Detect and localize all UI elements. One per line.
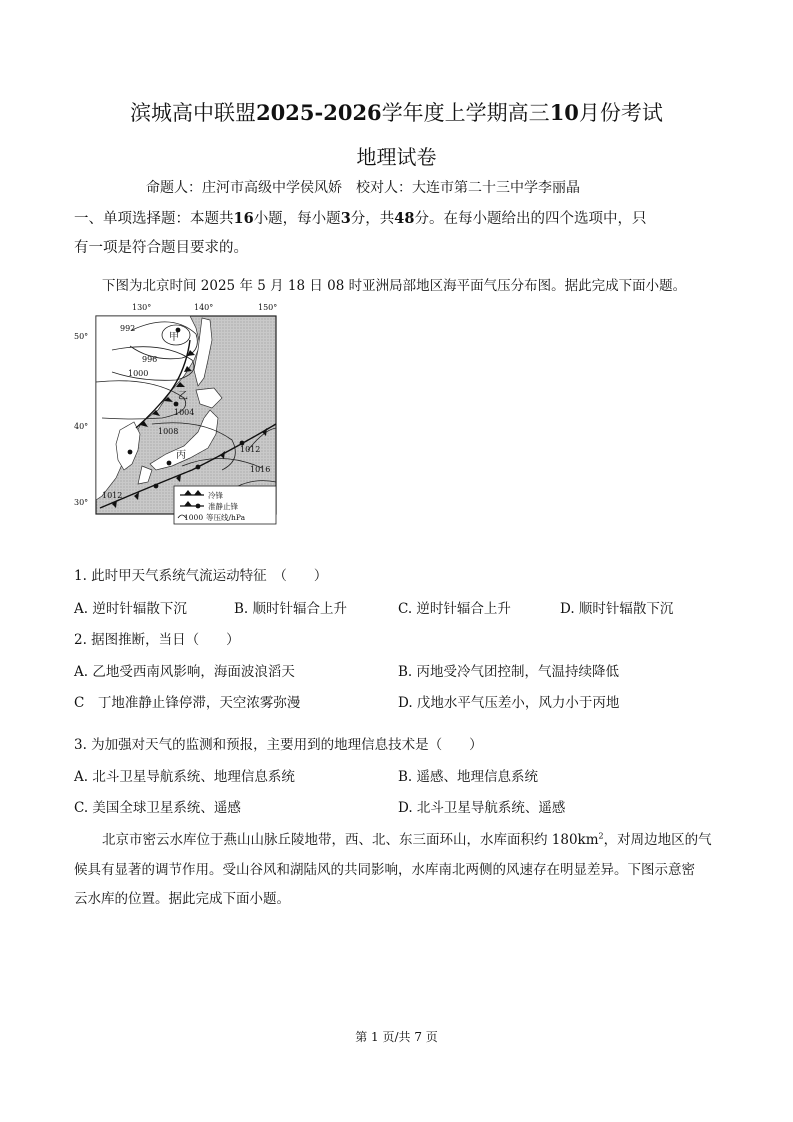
lat-label: 40° — [74, 422, 89, 431]
legend-stationary-front: 准静止锋 — [208, 502, 238, 511]
title-year: 2025-2026 — [256, 100, 382, 125]
isobar-label: 1012 — [102, 491, 123, 500]
isobar-label: 992 — [120, 324, 136, 333]
legend-isobar-value: 1000 — [184, 513, 204, 522]
point-label: 乙 — [178, 391, 188, 402]
question-3-stem: 3. 为加强对天气的监测和预报，主要用到的地理信息技术是（ ） — [74, 737, 483, 753]
instr-score: 3 — [340, 210, 351, 227]
title-part: 滨城高中联盟 — [130, 101, 257, 125]
section-instructions — [74, 206, 646, 232]
instr-part: 分，共 — [350, 211, 395, 227]
intro-paragraph-2-line2: 候具有显著的调节作用。受山谷风和湖陆风的共同影响，水库南北两侧的风速存在明显差异。下图示意密 — [74, 862, 695, 878]
q2-option-c[interactable]: C 丁地准静止锋停滞，天空浓雾弥漫 — [74, 695, 301, 711]
isobar-label: 996 — [142, 355, 158, 364]
lat-label: 50° — [74, 332, 89, 341]
question-2-stem: 2. 据图推断，当日（ ） — [74, 632, 240, 648]
intro2-part: 北京市密云水库位于燕山山脉丘陵地带，西、北、东三面环山，水库面积约 180km — [102, 832, 599, 848]
exam-title — [0, 97, 793, 127]
lat-label: 30° — [74, 498, 89, 507]
map-legend — [174, 486, 276, 524]
q3-option-d[interactable]: D. 北斗卫星导航系统、遥感 — [398, 800, 566, 816]
instr-part: 一、单项选择题：本题共 — [74, 211, 234, 227]
legend-isobar: 等压线/hPa — [206, 513, 246, 522]
authors-line: 命题人：庄河市高级中学侯风娇 校对人：大连市第二十三中学李丽晶 — [146, 180, 580, 196]
point-label: 丙 — [176, 450, 186, 461]
page-footer: 第 1 页/共 7 页 — [355, 1030, 438, 1044]
intro-paragraph-2-line3: 云水库的位置。据此完成下面小题。 — [74, 891, 290, 907]
intro2-part: ，对周边地区的气 — [603, 832, 712, 848]
question-1-stem: 1. 此时甲天气系统气流运动特征 （ ） — [74, 568, 328, 584]
q2-option-d[interactable]: D. 戊地水平气压差小，风力小于丙地 — [398, 695, 620, 711]
lon-label: 150° — [258, 303, 278, 312]
q3-option-b[interactable]: B. 遥感、地理信息系统 — [398, 769, 539, 785]
isobar-label: 1012 — [240, 445, 261, 454]
title-month: 10 — [549, 100, 579, 125]
q2-option-a[interactable]: A. 乙地受西南风影响，海面波浪滔天 — [74, 664, 295, 680]
section-instructions-line2: 有一项是符合题目要求的。 — [74, 240, 248, 256]
legend-cold-front: 冷锋 — [208, 491, 223, 500]
instr-count: 16 — [233, 210, 254, 227]
point-label: 甲 — [169, 332, 179, 343]
q1-option-d[interactable]: D. 顺时针辐散下沉 — [560, 601, 674, 617]
q1-option-c[interactable]: C. 逆时针辐合上升 — [398, 601, 511, 617]
intro-paragraph-1: 下图为北京时间 2025 年 5 月 18 日 08 时亚洲局部地区海平面气压分布图。据此完成下面小题。 — [102, 278, 687, 294]
title-part: 学年度上学期高三 — [381, 101, 550, 125]
pressure-map — [72, 300, 287, 525]
q2-option-b[interactable]: B. 丙地受冷气团控制，气温持续降低 — [398, 664, 620, 680]
instr-part: 小题，每小题 — [253, 211, 341, 227]
instr-total: 48 — [394, 210, 415, 227]
q3-option-a[interactable]: A. 北斗卫星导航系统、地理信息系统 — [74, 769, 295, 785]
superscript: 2 — [598, 831, 604, 841]
intro-paragraph-2-line1 — [102, 828, 712, 848]
instr-part: 分。在每小题给出的四个选项中，只 — [414, 211, 647, 227]
isobar-label: 1016 — [250, 465, 271, 474]
isobar-label: 1004 — [174, 408, 195, 417]
lon-label: 130° — [132, 303, 152, 312]
subject-title: 地理试卷 — [356, 145, 437, 169]
q1-option-b[interactable]: B. 顺时针辐合上升 — [234, 601, 348, 617]
title-part: 月份考试 — [578, 101, 663, 125]
lon-label: 140° — [194, 303, 214, 312]
q3-option-c[interactable]: C. 美国全球卫星系统、遥感 — [74, 800, 241, 816]
q1-option-a[interactable]: A. 逆时针辐散下沉 — [74, 601, 187, 617]
isobar-label: 1000 — [128, 369, 149, 378]
isobar-label: 1008 — [158, 427, 179, 436]
